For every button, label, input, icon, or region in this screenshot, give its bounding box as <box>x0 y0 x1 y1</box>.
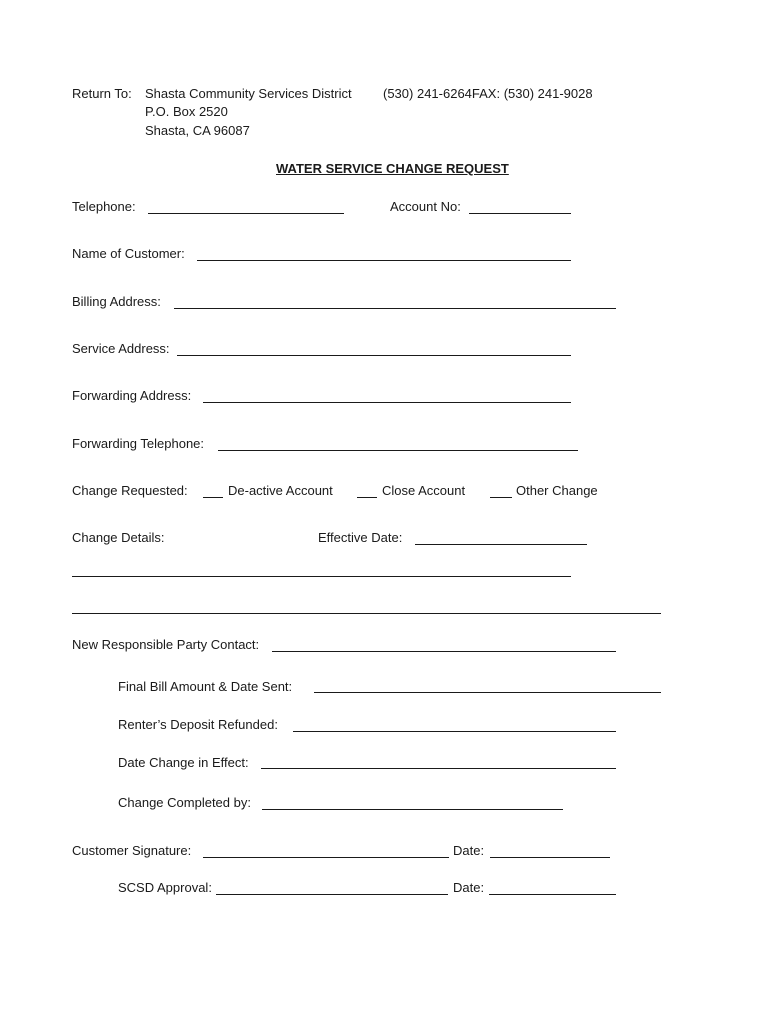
po-box: P.O. Box 2520 <box>145 104 228 119</box>
customer-name-field[interactable] <box>197 260 571 261</box>
effective-date-field[interactable] <box>415 544 587 545</box>
phone-fax: (530) 241-6264FAX: (530) 241-9028 <box>383 86 593 101</box>
deactive-account-checkbox[interactable] <box>203 497 223 498</box>
account-no-label: Account No: <box>390 199 461 214</box>
final-bill-field[interactable] <box>314 692 661 693</box>
scsd-approval-label: SCSD Approval: <box>118 880 212 895</box>
city-state-zip: Shasta, CA 96087 <box>145 123 250 138</box>
close-account-option: Close Account <box>382 483 466 498</box>
customer-name-label: Name of Customer: <box>72 246 185 261</box>
change-details-line-1[interactable] <box>72 576 571 577</box>
approval-date-label: Date: <box>453 880 485 895</box>
deposit-refunded-label: Renter’s Deposit Refunded: <box>118 717 278 732</box>
billing-address-field[interactable] <box>174 308 616 309</box>
org-name: Shasta Community Services District <box>145 86 352 101</box>
billing-address-label: Billing Address: <box>72 294 161 309</box>
return-to-label: Return To: <box>72 86 132 101</box>
service-address-label: Service Address: <box>72 341 170 356</box>
other-change-checkbox[interactable] <box>490 497 512 498</box>
close-account-checkbox[interactable] <box>357 497 377 498</box>
deactive-account-option: De-active Account <box>228 483 333 498</box>
approval-date-field[interactable] <box>489 894 616 895</box>
final-bill-label: Final Bill Amount & Date Sent: <box>118 679 293 694</box>
customer-signature-label: Customer Signature: <box>72 843 192 858</box>
signature-date-field[interactable] <box>490 857 610 858</box>
new-party-label: New Responsible Party Contact: <box>72 637 260 652</box>
telephone-label: Telephone: <box>72 199 136 214</box>
change-completed-field[interactable] <box>262 809 563 810</box>
change-requested-label: Change Requested: <box>72 483 188 498</box>
deposit-refunded-field[interactable] <box>293 731 616 732</box>
change-details-label: Change Details: <box>72 530 165 545</box>
account-no-field[interactable] <box>469 213 571 214</box>
customer-signature-field[interactable] <box>203 857 449 858</box>
telephone-field[interactable] <box>148 213 344 214</box>
forwarding-address-label: Forwarding Address: <box>72 388 192 403</box>
forwarding-telephone-label: Forwarding Telephone: <box>72 436 205 451</box>
other-change-option: Other Change <box>516 483 598 498</box>
date-change-label: Date Change in Effect: <box>118 755 249 770</box>
new-party-field[interactable] <box>272 651 616 652</box>
effective-date-label: Effective Date: <box>318 530 403 545</box>
forwarding-telephone-field[interactable] <box>218 450 578 451</box>
form-title: WATER SERVICE CHANGE REQUEST <box>276 161 509 176</box>
service-address-field[interactable] <box>177 355 571 356</box>
date-change-field[interactable] <box>261 768 616 769</box>
forwarding-address-field[interactable] <box>203 402 571 403</box>
signature-date-label: Date: <box>453 843 485 858</box>
scsd-approval-field[interactable] <box>216 894 448 895</box>
change-details-line-2[interactable] <box>72 613 661 614</box>
change-completed-label: Change Completed by: <box>118 795 251 810</box>
